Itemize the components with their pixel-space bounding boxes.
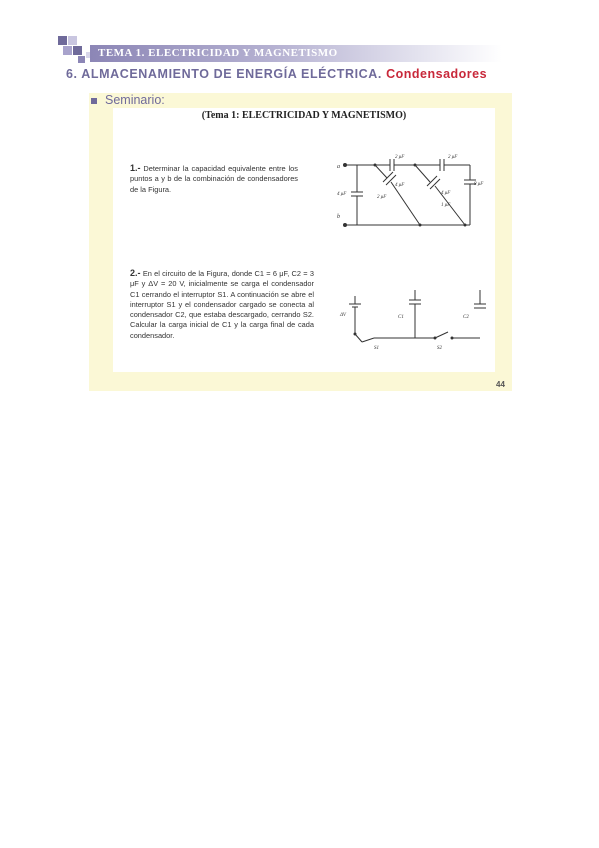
node-dot — [464, 224, 467, 227]
logo-square — [78, 56, 85, 63]
label-cap: 2 μF — [377, 195, 387, 200]
node-dot — [374, 164, 377, 167]
label-c2: C2 — [463, 315, 469, 320]
label-cap: 8 μF — [474, 182, 484, 187]
content-title: (Tema 1: ELECTRICIDAD Y MAGNETISMO) — [201, 110, 407, 121]
label-s1: S1 — [374, 346, 379, 351]
label-b: b — [337, 214, 340, 220]
switch-pivot — [434, 337, 437, 340]
label-cap: 4 μF — [395, 183, 405, 188]
seminario-label — [105, 93, 165, 107]
label-cap: 1 μF — [441, 203, 451, 208]
problem-number: 2.- — [130, 268, 141, 278]
switch-circuit-figure — [340, 286, 490, 356]
label-cap: 4 μF — [337, 192, 347, 197]
logo-square — [58, 36, 67, 45]
problem-text: En el circuito de la Figura, donde C1 = 6 μF, C2 = 3 μF y ΔV = 20 V, inicialmente se carga el condensador C1 cerrando el interruptor S1. A continuación se abre el interruptor S1 y el condensador cargado se conecta al condensador C2, que estaba descargado, cerrando S2. Calcular la carga inicial de C1 y la carga final de cada condensador. — [130, 269, 314, 340]
label-cap: 2 μF — [395, 155, 405, 160]
node-dot — [419, 224, 422, 227]
bullet-icon — [91, 98, 97, 104]
node-dot — [414, 164, 417, 167]
label-battery: ΔV — [340, 313, 346, 318]
capacitor-network-figure — [335, 150, 485, 235]
section-heading: 6. ALMACENAMIENTO DE ENERGÍA ELÉCTRICA. — [66, 67, 383, 81]
section-title — [66, 67, 487, 81]
logo-square — [63, 46, 72, 55]
page-number: 44 — [496, 380, 505, 389]
problem-2 — [130, 268, 314, 341]
switch-pivot — [354, 333, 357, 336]
logo-square — [68, 36, 77, 45]
section-accent: Condensadores — [386, 67, 488, 81]
header-title: TEMA 1. ELECTRICIDAD Y MAGNETISMO — [98, 47, 338, 59]
logo-square — [73, 46, 82, 55]
node-dot — [343, 163, 347, 167]
seminario-colon: : — [161, 93, 165, 107]
label-c1: C1 — [398, 315, 404, 320]
problem-number: 1.- — [130, 163, 141, 173]
problem-text: Determinar la capacidad equivalente entre los puntos a y b de la combinación de condensadores de la Figura. — [130, 164, 298, 194]
label-cap: 4 μF — [441, 191, 451, 196]
label-a: a — [337, 164, 340, 170]
label-s2: S2 — [437, 346, 442, 351]
problem-1 — [130, 163, 298, 195]
seminario-text: Seminario — [105, 93, 162, 107]
node-dot — [343, 223, 347, 227]
switch-pivot — [451, 337, 454, 340]
label-cap: 2 μF — [448, 155, 458, 160]
